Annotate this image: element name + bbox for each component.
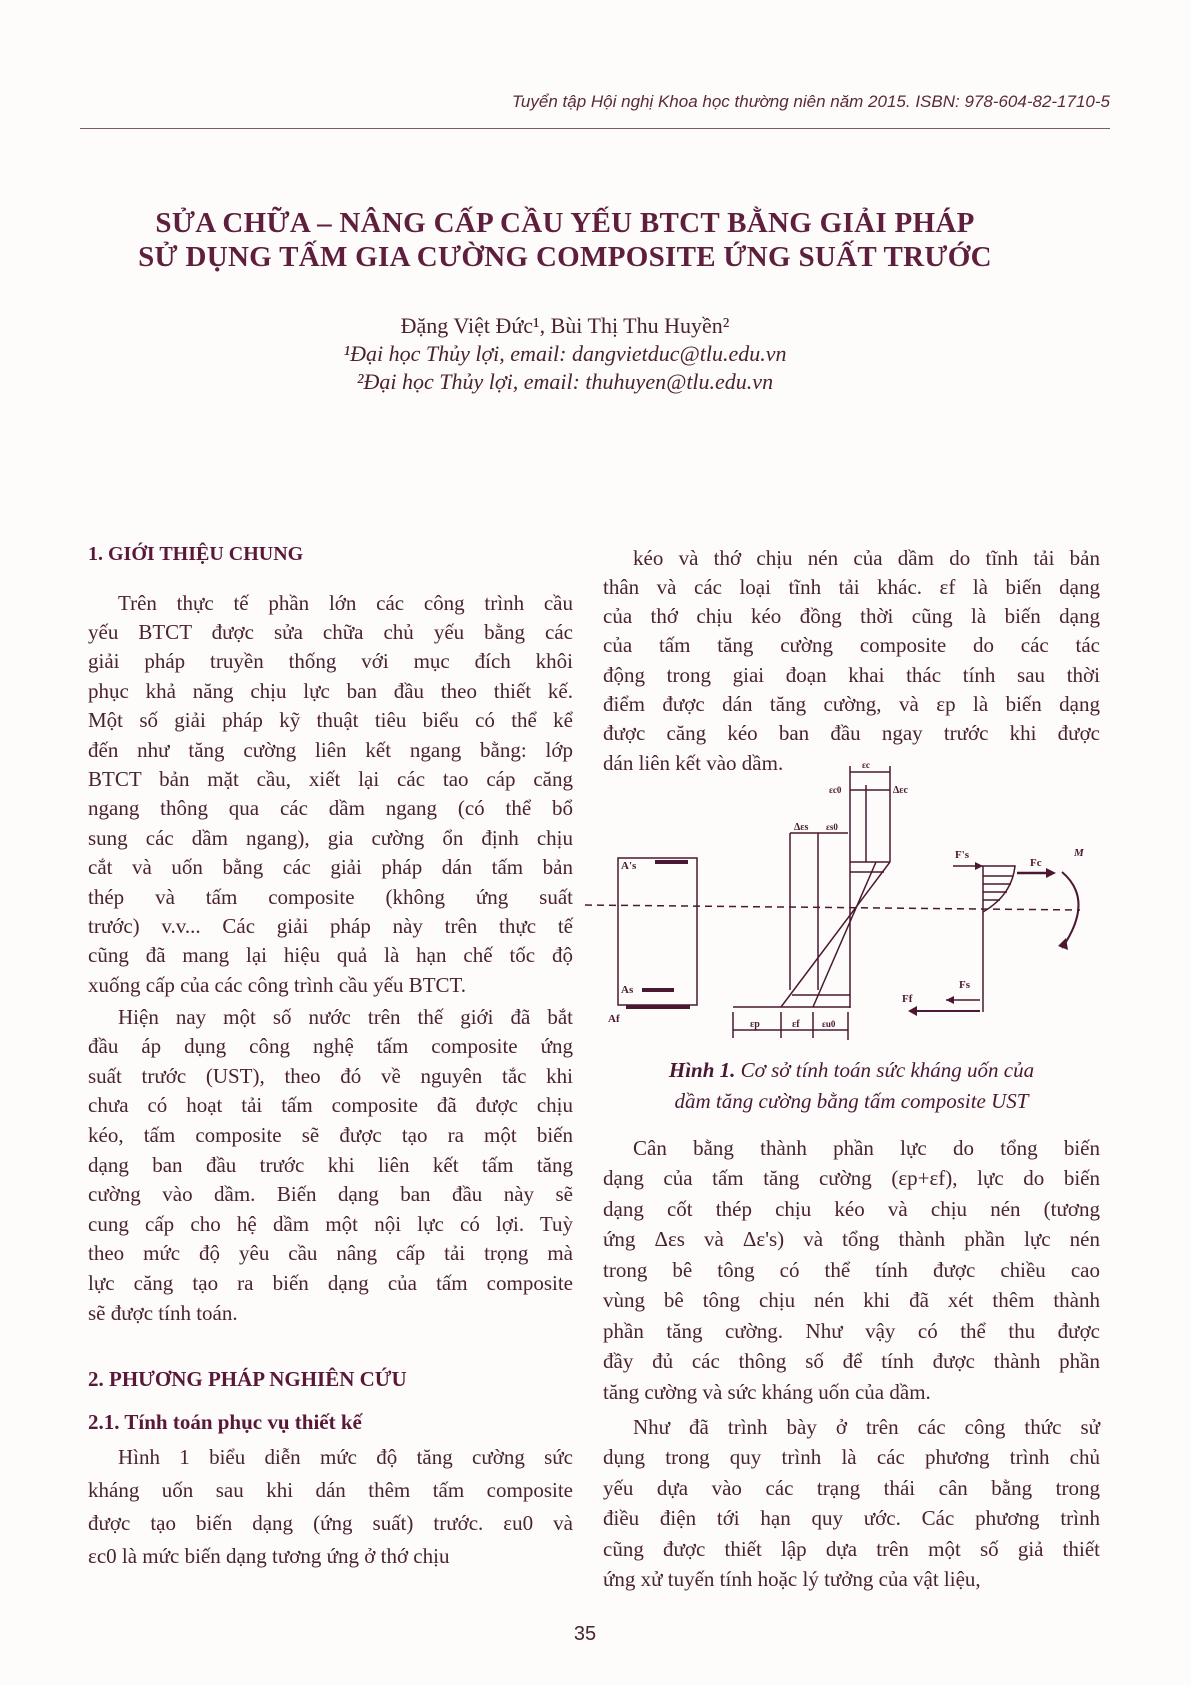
composite-plate <box>626 1005 690 1009</box>
section-1-heading: 1. GIỚI THIỆU CHUNG <box>88 543 304 565</box>
text-line: ngang thông qua các dầm ngang (có thể bổ <box>88 796 573 821</box>
text-line: ứng xử tuyến tính hoặc lý tưởng của vật liệu, <box>603 1567 981 1591</box>
figure-1-caption-line-2: dầm tăng cường bằng tấm composite UST <box>674 1089 1029 1113</box>
text-line: xuống cấp của các công trình cầu yếu BTCT. <box>88 972 467 997</box>
label-As: As <box>621 984 634 996</box>
section-2-heading: 2. PHƯƠNG PHÁP NGHIÊN CỨU <box>88 1367 407 1391</box>
text-line: trước) v.v... Các giải pháp này trên thực tế <box>88 913 573 938</box>
arrow-head <box>946 996 954 1004</box>
text-line: điều điện tới hạn quy ước. Các phương trình <box>603 1506 1100 1530</box>
text-line: Như đã trình bày ở trên các công thức sử <box>633 1414 1100 1439</box>
text-line: dạng cốt thép chịu kéo và chịu nén (tương <box>603 1196 1100 1221</box>
text-line: dạng của tấm tăng cường (εp+εf), lực do biến <box>603 1166 1100 1190</box>
text-line: ứng Δεs và Δε's) và tổng thành phần lực nén <box>603 1227 1100 1251</box>
label-d-eps-s: Δεs <box>794 822 809 833</box>
text-line: trong bê tông có thể tính được chiều cao <box>603 1257 1100 1282</box>
top-rebar <box>655 860 688 864</box>
text-line: yếu BTCT được sửa chữa chủ yếu bằng các <box>88 619 573 644</box>
figure-1-label: Hình 1. <box>668 1058 736 1082</box>
text-line: Hình 1 biểu diễn mức độ tăng cường sức <box>118 1444 573 1469</box>
text-line: lực căng tạo ra biến dạng của tấm composite <box>88 1270 573 1295</box>
text-line: BTCT bản mặt cầu, xiết lại các tao cáp căng <box>88 766 573 791</box>
strain-line-initial <box>813 862 876 1007</box>
text-line: kéo và thớ chịu nén của dầm do tĩnh tải bản <box>633 545 1100 570</box>
text-line: điểm được dán tăng cường, và εp là biến dạng <box>603 692 1100 716</box>
text-line: tăng cường và sức kháng uốn của dầm. <box>603 1379 931 1404</box>
text-line: đến như tăng cường liên kết ngang bằng: lớp <box>88 737 573 762</box>
text-line: đầy đủ các thông số để tính được thành phần <box>603 1349 1100 1373</box>
page-number: 35 <box>573 1623 597 1645</box>
text-line: Hiện nay một số nước trên thế giới đã bắt <box>118 1004 573 1029</box>
text-line: cũng được thiết lập dựa trên một số giả thiết <box>603 1536 1100 1561</box>
text-line: của tấm tăng cường composite do các tác <box>603 633 1100 658</box>
text-line: đầu áp dụng công nghệ tấm composite ứng <box>88 1034 573 1059</box>
text-line: Cân bằng thành phần lực do tổng biến <box>633 1135 1100 1160</box>
subsection-2-1-heading: 2.1. Tính toán phục vụ thiết kế <box>88 1410 362 1434</box>
label-Af: Af <box>608 1013 620 1025</box>
label-eps-c0: εc0 <box>829 785 842 795</box>
label-eps-u0: εu0 <box>822 1019 836 1029</box>
label-Fs-top: F's <box>955 849 970 861</box>
text-line: vùng bê tông chịu nén khi đã xét thêm thành <box>603 1288 1100 1312</box>
text-line: chưa có hoạt tải tấm composite đã được chịu <box>88 1093 573 1118</box>
label-As-top: A's <box>621 860 637 872</box>
paper-title-line-1: SỬA CHỮA – NÂNG CẤP CẦU YẾU BTCT BẰNG GIẢI PHÁP <box>155 207 975 239</box>
author-names: Đặng Việt Đức¹, Bùi Thị Thu Huyền² <box>400 313 730 338</box>
label-eps-f: εf <box>792 1019 800 1030</box>
compression-block <box>983 866 1015 912</box>
text-line: cường vào dầm. Biến dạng ban đầu này sẽ <box>88 1182 573 1207</box>
label-M: M <box>1074 847 1084 859</box>
paper-title-line-2: SỬ DỤNG TẤM GIA CƯỜNG COMPOSITE ỨNG SUẤT TRƯỚC <box>138 241 992 273</box>
text-line: động trong giai đoạn khai thác tính sau thời <box>603 662 1100 687</box>
text-line: dán liên kết vào dầm. <box>603 750 784 775</box>
arrow-head <box>975 862 983 870</box>
text-line: kháng uốn sau khi dán thêm tấm composite <box>88 1477 573 1502</box>
text-line: εc0 là mức biến dạng tương ứng ở thớ chịu <box>88 1543 450 1568</box>
text-line: giải pháp truyền thống với mục đích khôi <box>88 649 573 674</box>
text-line: thân và các loại tĩnh tải khác. εf là biến dạng <box>603 574 1100 599</box>
label-eps-p: εp <box>750 1019 760 1030</box>
label-Fc: Fc <box>1030 857 1042 869</box>
label-eps-c: εc <box>862 760 870 770</box>
strain-line-total <box>781 862 890 1007</box>
arrow-head <box>1046 868 1056 878</box>
figure-1-diagram <box>580 760 1100 1050</box>
text-line: thép và tấm composite (không ứng suất <box>88 884 573 909</box>
text-line: cắt và uốn bằng các giải pháp dán tấm bản <box>88 855 573 880</box>
text-line: Trên thực tế phần lớn các công trình cầu <box>118 590 573 615</box>
arrow-head <box>908 1006 917 1016</box>
text-line: theo mức độ yêu cầu nâng cấp tải trọng mà <box>88 1241 573 1266</box>
text-line: được căng kéo ban đầu ngay trước khi được <box>603 721 1100 746</box>
text-line: suất trước (UST), theo đó về nguyên tắc khi <box>88 1063 573 1088</box>
label-Fs: Fs <box>959 979 970 991</box>
figure-1-caption-line-1 <box>603 1058 1100 1083</box>
text-line: dụng trong quy trình là các phương trình chủ <box>603 1445 1100 1469</box>
figure-1-caption-text: Cơ sở tính toán sức kháng uốn của <box>740 1058 1035 1082</box>
text-line: được tạo biến dạng (ứng suất) trước. εu0 và <box>88 1510 573 1535</box>
running-header: Tuyển tập Hội nghị Khoa học thường niên năm 2015. ISBN: 978-604-82-1710-5 <box>511 92 1110 111</box>
text-line: dạng ban đầu trước khi liên kết tấm tăng <box>88 1152 573 1177</box>
text-line: cũng đã mang lại hiệu quả là hạn chế tốc độ <box>88 943 573 968</box>
text-line: phần tăng cường. Như vậy có thể thu được <box>603 1318 1100 1343</box>
beam-section-outline <box>618 858 697 1005</box>
affiliation-2: ²Đại học Thủy lợi, email: thuhuyen@tlu.edu.vn <box>356 369 774 394</box>
label-eps-s0: εs0 <box>826 822 838 832</box>
label-Ff: Ff <box>902 993 913 1005</box>
label-d-eps-c: Δεc <box>893 785 908 796</box>
bottom-rebar <box>642 988 674 992</box>
text-line: Một số giải pháp kỹ thuật tiêu biểu có thể kể <box>88 708 573 733</box>
text-line: của thớ chịu kéo đồng thời cũng là biến dạng <box>603 604 1100 629</box>
text-line: phục khả năng chịu lực ban đầu theo thiết kế. <box>88 678 573 703</box>
neutral-axis-dashed-line <box>585 905 1080 910</box>
text-line: kéo, tấm composite sẽ được tạo ra một biến <box>88 1122 573 1147</box>
text-line: cung cấp cho hệ dầm một nội lực có lợi. Tuỳ <box>88 1211 573 1236</box>
affiliation-1: ¹Đại học Thủy lợi, email: dangvietduc@tlu.edu.vn <box>343 341 787 366</box>
header-rule <box>80 128 1110 129</box>
text-line: sung các dầm ngang), gia cường ổn định chịu <box>88 825 573 850</box>
text-line: yếu dựa vào các trạng thái cân bằng trong <box>603 1475 1100 1500</box>
text-line: sẽ được tính toán. <box>88 1300 238 1325</box>
